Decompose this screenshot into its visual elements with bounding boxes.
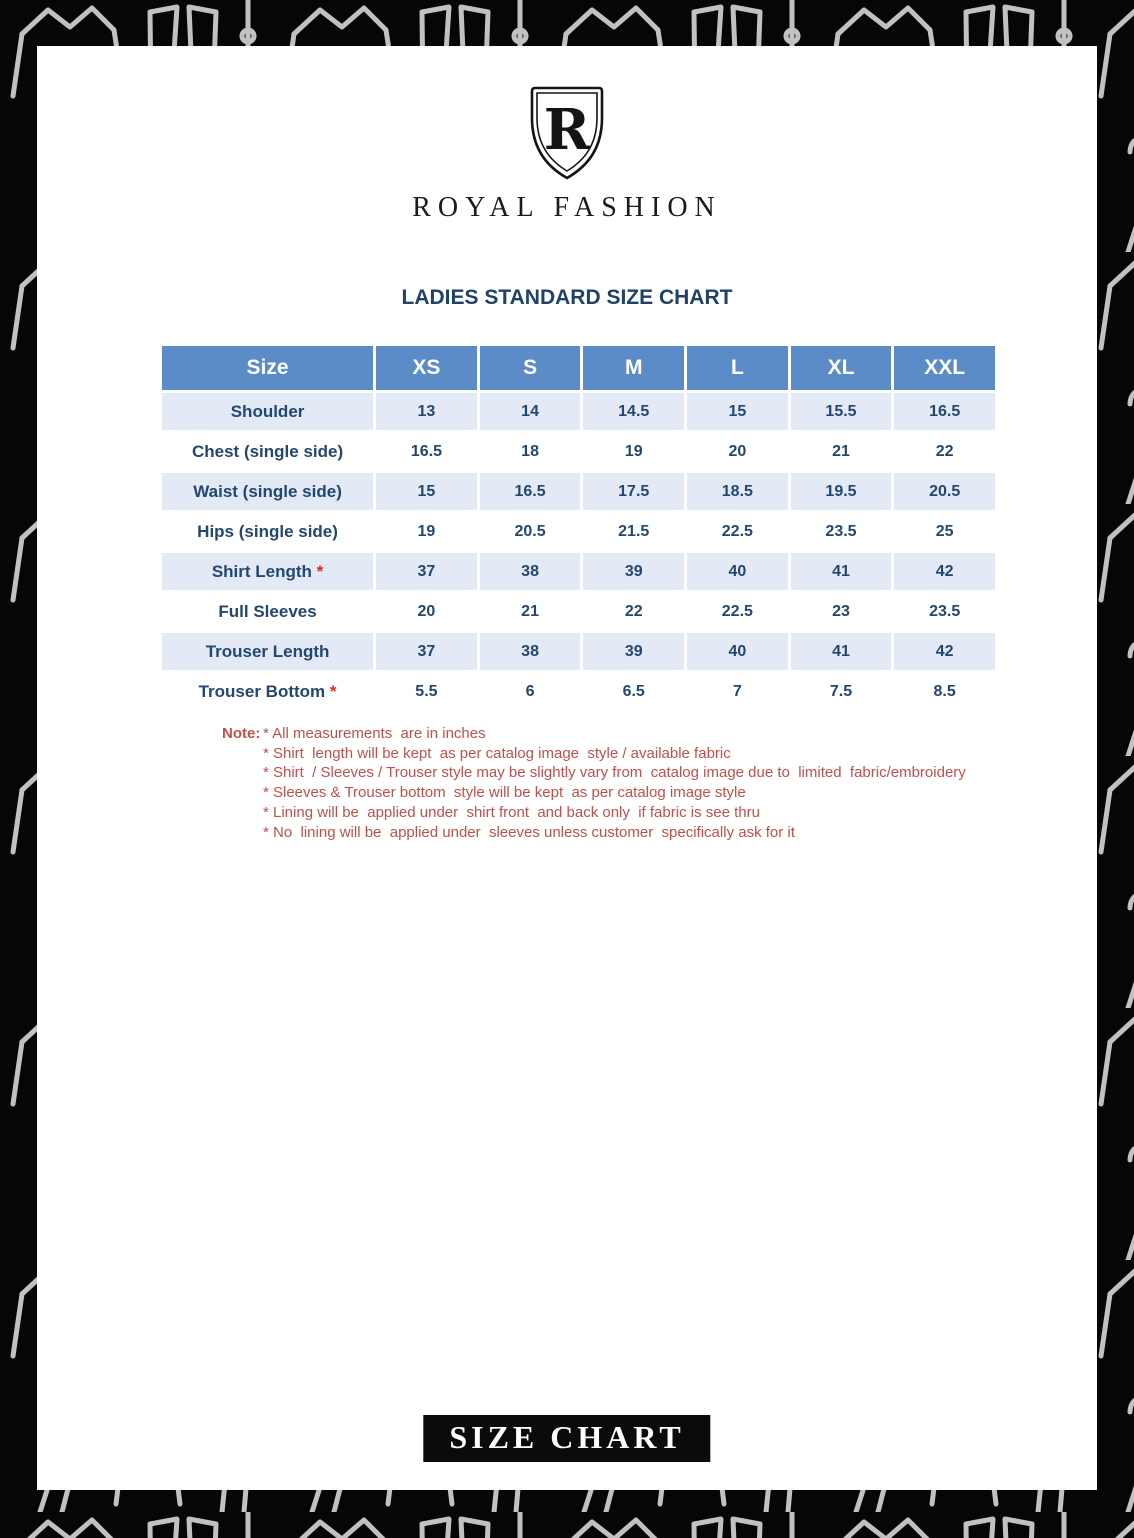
red-asterisk: * [311,561,324,581]
size-value-cell: 21 [788,430,892,470]
size-value-cell: 6 [477,670,581,710]
row-label: Hips (single side) [162,510,373,550]
row-label: Shirt Length * [162,550,373,590]
notes-block [222,724,966,842]
size-chart-table [162,346,995,710]
size-value-cell: 23.5 [891,590,995,630]
table-row [162,590,995,630]
size-value-cell: 22.5 [684,590,788,630]
note-text: * All measurements are in inches [263,725,486,742]
size-value-cell: 16.5 [891,390,995,430]
size-value-cell: 38 [477,630,581,670]
size-header-m: M [580,346,684,390]
size-value-cell: 20 [373,590,477,630]
size-value-cell: 22 [580,590,684,630]
size-header-xs: XS [373,346,477,390]
note-line [222,823,966,843]
size-value-cell: 37 [373,550,477,590]
note-label [222,783,263,803]
size-value-cell: 42 [891,630,995,670]
size-value-cell: 15.5 [788,390,892,430]
page-title: LADIES STANDARD SIZE CHART [401,286,733,309]
table-row [162,630,995,670]
size-value-cell: 20.5 [891,470,995,510]
size-column-header: Size [162,346,373,390]
size-value-cell: 7 [684,670,788,710]
note-line [222,763,966,783]
size-value-cell: 18 [477,430,581,470]
size-value-cell: 41 [788,630,892,670]
size-value-cell: 22 [891,430,995,470]
size-value-cell: 7.5 [788,670,892,710]
table-body [162,390,995,710]
size-value-cell: 15 [373,470,477,510]
table-row [162,510,995,550]
size-value-cell: 20.5 [477,510,581,550]
brand-name: ROYAL FASHION [412,192,722,223]
size-value-cell: 23 [788,590,892,630]
note-text: * No lining will be applied under sleeves unless customer specifically ask for it [263,823,795,841]
note-label [222,803,263,823]
note-line [222,803,966,823]
note-text: * Shirt / Sleeves / Trouser style may be slightly vary from catalog image due to limited fabric/embroidery [263,764,966,782]
note-label [222,763,263,783]
table-row [162,430,995,470]
size-value-cell: 16.5 [373,430,477,470]
size-value-cell: 25 [891,510,995,550]
note-text: * Lining will be applied under shirt front and back only if fabric is see thru [263,803,760,821]
size-header-l: L [684,346,788,390]
size-value-cell: 39 [580,550,684,590]
size-value-cell: 18.5 [684,470,788,510]
row-label: Shoulder [162,390,373,430]
size-value-cell: 40 [684,550,788,590]
size-value-cell: 20 [684,430,788,470]
size-value-cell: 38 [477,550,581,590]
note-line [222,724,966,744]
logo-letter: R [543,97,591,163]
size-value-cell: 16.5 [477,470,581,510]
size-value-cell: 40 [684,630,788,670]
size-header-s: S [477,346,581,390]
note-label [222,823,263,843]
row-label: Trouser Bottom * [162,670,373,710]
row-label: Chest (single side) [162,430,373,470]
row-label: Trouser Length [162,630,373,670]
note-text: * Sleeves & Trouser bottom style will be kept as per catalog image style [263,784,746,802]
size-value-cell: 42 [891,550,995,590]
table-row [162,670,995,710]
size-value-cell: 22.5 [684,510,788,550]
size-value-cell: 15 [684,390,788,430]
note-label: Note: [222,725,261,742]
size-value-cell: 23.5 [788,510,892,550]
size-value-cell: 8.5 [891,670,995,710]
size-value-cell: 13 [373,390,477,430]
row-label: Full Sleeves [162,590,373,630]
size-value-cell: 19 [580,430,684,470]
table-row [162,390,995,430]
row-label: Waist (single side) [162,470,373,510]
size-value-cell: 5.5 [373,670,477,710]
note-text: * Shirt length will be kept as per catalog image style / available fabric [263,744,731,762]
size-value-cell: 21.5 [580,510,684,550]
size-value-cell: 41 [788,550,892,590]
size-value-cell: 37 [373,630,477,670]
size-header-xl: XL [788,346,892,390]
red-asterisk: * [325,681,337,701]
size-value-cell: 19.5 [788,470,892,510]
brand-logo-shield [525,82,609,182]
size-header-xxl: XXL [891,346,995,390]
note-line [222,744,966,764]
note-label [222,744,263,764]
size-value-cell: 19 [373,510,477,550]
size-value-cell: 39 [580,630,684,670]
size-chart-banner: SIZE CHART [423,1415,710,1462]
size-value-cell: 17.5 [580,470,684,510]
size-value-cell: 14.5 [580,390,684,430]
table-row [162,470,995,510]
content-sheet [37,46,1097,1490]
note-line [222,783,966,803]
size-value-cell: 14 [477,390,581,430]
table-row [162,550,995,590]
table-header-row [162,346,995,390]
size-value-cell: 21 [477,590,581,630]
size-value-cell: 6.5 [580,670,684,710]
